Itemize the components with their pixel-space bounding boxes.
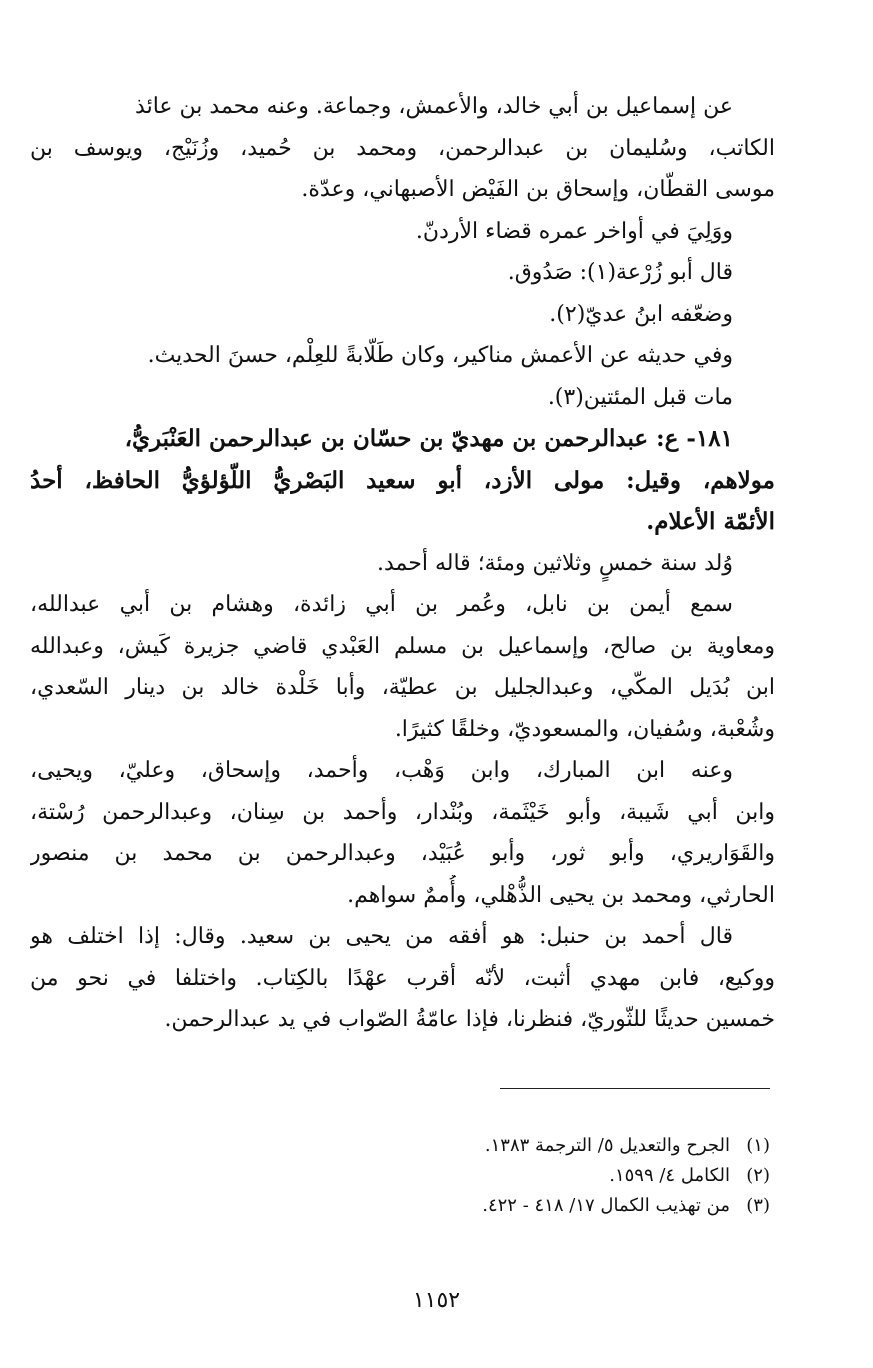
footnote [30, 1161, 770, 1191]
text-line: ووكيع، فابن مهدي أثبت، لأنّه أقرب عهْدًا بالكِتاب. واختلفا في نحو من [30, 965, 775, 991]
text-line: وشُعْبة، وسُفيان، والمسعوديّ، وخلقًا كثيرًا. [394, 716, 775, 742]
footnote-text: الكامل ٤/ ١٥٩٩. [609, 1165, 730, 1186]
entry-heading-line: الأئمّة الأعلام. [646, 508, 775, 535]
text-line: الكاتب، وسُليمان بن عبدالرحمن، ومحمد بن حُميد، وزُنَيْج، ويوسف بن [30, 135, 775, 161]
main-text [30, 86, 775, 1041]
footnote [30, 1191, 770, 1221]
text-line: وعنه ابن المبارك، وابن وَهْب، وأحمد، وإسحاق، وعليّ، ويحيى، [30, 758, 733, 783]
footnote-text: من تهذيب الكمال ١٧/ ٤١٨ - ٤٢٢. [482, 1195, 730, 1216]
footnote-number: (٣) [746, 1195, 770, 1216]
footnote-text: الجرح والتعديل ٥/ الترجمة ١٣٨٣. [484, 1135, 730, 1156]
footnote [30, 1131, 770, 1161]
footnotes [30, 1088, 770, 1221]
text-line: ووَلِيَ في أواخر عمره قضاء الأردنّ. [415, 218, 733, 244]
text-line: عن إسماعيل بن أبي خالد، والأعمش، وجماعة. وعنه محمد بن عائذ [135, 94, 733, 119]
text-line: الحارثي، ومحمد بن يحيى الذُّهْلي، وأُممٌ سواهم. [347, 882, 775, 908]
footnote-number: (٢) [746, 1165, 770, 1186]
page-number: ١١٥٢ [412, 1288, 461, 1313]
text-line: قال أبو زُرْعة(١): صَدُوق. [507, 260, 733, 285]
text-line: مات قبل المئتين(٣). [547, 384, 733, 410]
entry-heading-line: مولاهم، وقيل: مولى الأزد، أبو سعيد البَصْريُّ اللّؤلؤيُّ الحافظ، أحدُ [30, 466, 775, 494]
text-line: قال أحمد بن حنبل: هو أفقه من يحيى بن سعيد. وقال: إذا اختلف هو [30, 924, 733, 949]
text-line: سمع أيمن بن نابل، وعُمر بن أبي زائدة، وهشام بن أبي عبدالله، [30, 592, 733, 617]
text-line: وضعّفه ابنُ عديّ(٢). [549, 301, 733, 327]
text-line: والقَوَاريري، وأبو ثور، وأبو عُبَيْد، وعبدالرحمن بن محمد بن منصور [30, 841, 775, 866]
footnote-divider [500, 1088, 770, 1089]
text-line: وفي حديثه عن الأعمش مناكير، وكان طَلّابةً للعِلْم، حسنَ الحديث. [147, 343, 733, 368]
text-line: وابن أبي شَيبة، وأبو خَيْثَمة، وبُنْدار، وأحمد بن سِنان، وعبدالرحمن رُسْتة، [30, 799, 775, 825]
entry-heading-line: ١٨١- ع: عبدالرحمن بن مهديّ بن حسّان بن عبدالرحمن العَنْبَريُّ، [124, 425, 733, 452]
text-line: ومعاوية بن صالح، وإسماعيل بن مسلم العَبْدي قاضي جزيرة كَيش، وعبدالله [30, 633, 775, 659]
text-line: خمسين حديثًا للثّوريّ، فنظرنا، فإذا عامّةُ الصّواب في يد عبدالرحمن. [164, 1007, 775, 1032]
footnote-number: (١) [746, 1135, 770, 1156]
text-line: وُلد سنة خمسٍ وثلاثين ومئة؛ قاله أحمد. [377, 550, 733, 576]
text-line: ابن بُدَيل المكّي، وعبدالجليل بن عطيّة، وأبا خَلْدة خالد بن دينار السّعدي، [30, 675, 775, 700]
text-line: موسى القطّان، وإسحاق بن الفَيْض الأصبهاني، وعدّة. [301, 177, 775, 202]
